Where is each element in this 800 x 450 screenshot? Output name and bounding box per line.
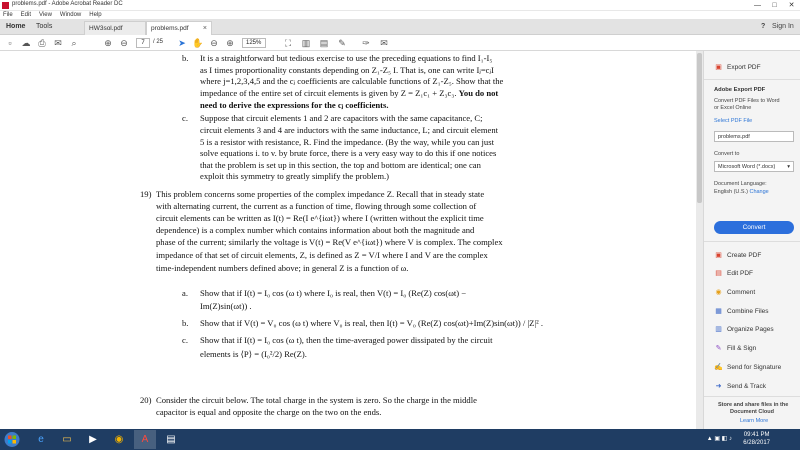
read-mode-icon[interactable]: ▤ xyxy=(319,38,329,48)
problem-19-label: 19) xyxy=(140,189,152,199)
store-text-line-2: Document Cloud xyxy=(730,409,774,415)
maximize-button[interactable]: □ xyxy=(772,2,777,9)
close-tab-icon[interactable]: × xyxy=(202,25,207,32)
problem-20-line-2: capacitor is equal and opposite the charge on the two on the ends. xyxy=(156,407,382,417)
problem-19-line-1: This problem concerns some properties of the complex impedance Z. Recall that in steady state xyxy=(156,189,485,199)
part-c-line-2: circuit elements 3 and 4 are inductors with the same inductance, L; and circuit element xyxy=(200,125,499,135)
convert-to-value: Microsoft Word (*.docx) xyxy=(718,164,776,170)
tool-edit-pdf-label: Edit PDF xyxy=(727,270,754,278)
taskbar-explorer-icon[interactable]: ▭ xyxy=(62,434,72,445)
tool-send-track-label: Send & Track xyxy=(727,383,767,391)
windows-taskbar xyxy=(0,429,800,450)
page-total: / 25 xyxy=(153,39,164,45)
edit-pdf-icon: ▤ xyxy=(715,270,722,277)
part-b-line-5: need to derive the expressions for the cⱼ coefficients. xyxy=(200,100,389,110)
highlight-icon[interactable]: ✎ xyxy=(338,38,346,48)
selected-file-field: problems.pdf xyxy=(714,131,794,142)
menu-view[interactable]: View xyxy=(39,12,52,18)
part-c-line-6: exploit this symmetry to greatly simplify the problem.) xyxy=(200,171,390,181)
help-icon[interactable]: ? xyxy=(761,23,766,30)
problem-19-line-6: impedance of that set of circuit elements, Z, is defined as Z = V/I where I and V are the complex xyxy=(156,250,488,260)
part-c-line-3: 5 is a resistor with resistance, R. Find the impedance. (By the way, while you can just xyxy=(200,137,494,147)
export-pdf-label: Export PDF xyxy=(727,64,761,72)
comment-tool-icon: ◉ xyxy=(715,289,722,296)
email-icon[interactable]: ✉ xyxy=(54,38,62,48)
tool-organize-pages[interactable] xyxy=(714,325,774,334)
minimize-button[interactable]: — xyxy=(754,2,761,9)
tab-problems[interactable] xyxy=(146,21,212,35)
clock-time: 09:41 PM xyxy=(743,432,770,438)
windows-logo-icon xyxy=(2,431,22,448)
document-language-row xyxy=(714,189,769,195)
store-text-line-1: Store and share files in the xyxy=(718,402,789,408)
document-scrollbar[interactable] xyxy=(696,51,703,429)
part-b-line-4 xyxy=(200,88,498,100)
scroll-mode-icon[interactable]: ▥ xyxy=(301,38,311,48)
learn-more-link[interactable]: Learn More xyxy=(740,418,769,424)
menu-help[interactable]: Help xyxy=(89,12,102,18)
convert-to-label: Convert to xyxy=(714,151,740,157)
part-c-label: c. xyxy=(182,113,188,123)
comment-icon[interactable]: ✑ xyxy=(362,38,370,48)
create-pdf-icon: ▣ xyxy=(715,252,722,259)
tool-fill-sign-label: Fill & Sign xyxy=(727,345,757,353)
chevron-down-icon: ▾ xyxy=(787,164,790,170)
pdf-page xyxy=(140,51,593,429)
tab-home[interactable]: Home xyxy=(6,23,26,30)
document-language-label: Document Language: xyxy=(714,181,767,187)
tool-fill-sign[interactable] xyxy=(714,344,756,353)
part-c-line-5: that the problem is set up in this section, the top and bottom are identical; one can xyxy=(200,160,481,170)
change-language-link[interactable]: Change xyxy=(749,189,769,195)
prev-page-icon[interactable]: ⊕ xyxy=(104,38,112,48)
export-desc-line-1: Convert PDF Files to Word xyxy=(714,98,780,104)
part-c-line-1: Suppose that circuit elements 1 and 2 are capacitors with the same capacitance, C; xyxy=(200,113,483,123)
problem-19-line-7: time-independent numbers defined above; in general Z is a function of ω. xyxy=(156,263,409,273)
taskbar-media-icon[interactable]: ▶ xyxy=(89,434,97,445)
taskbar-chrome-icon[interactable]: ◉ xyxy=(114,434,124,445)
tool-comment[interactable] xyxy=(714,288,755,297)
fit-page-icon[interactable]: ⛶ xyxy=(284,38,292,48)
export-pdf-header[interactable] xyxy=(714,63,761,72)
export-pdf-icon: ▣ xyxy=(715,64,722,71)
system-clock[interactable] xyxy=(743,431,770,447)
scrollbar-thumb[interactable] xyxy=(697,53,702,203)
part-19b-line-1: Show that if V(t) = V₀ cos (ω t) where V₀ is real, then I(t) = V₀ (Re(Z) cos(ωt)+Im(Z)sin(ωt)) / |Z|² . xyxy=(200,318,544,328)
tool-combine-files[interactable] xyxy=(714,307,769,316)
taskbar-acrobat-icon[interactable]: A xyxy=(134,430,156,449)
tool-send-track[interactable] xyxy=(714,382,766,391)
menu-edit[interactable]: Edit xyxy=(20,12,32,18)
part-19a-line-1: Show that if I(t) = I₀ cos (ω t) where I₀ is real, then V(t) = I₀ (Re(Z) cos(ωt) − xyxy=(200,288,467,298)
send-track-icon: ➜ xyxy=(715,383,722,390)
part-19a-label: a. xyxy=(182,288,188,298)
tab-tools[interactable]: Tools xyxy=(36,23,53,30)
part-19c-line-1: Show that if I(t) = I₀ cos (ω t), then the time-averaged power dissipated by the circuit xyxy=(200,335,493,345)
toolbar xyxy=(0,35,800,51)
taskbar-notepad-icon[interactable]: ▤ xyxy=(166,434,176,445)
combine-files-icon: ▦ xyxy=(715,308,722,315)
zoom-level-dropdown[interactable]: 125% xyxy=(242,38,266,48)
taskbar-ie-icon[interactable]: e xyxy=(38,434,44,445)
hand-tool-icon[interactable]: ✋ xyxy=(192,38,204,48)
start-button[interactable] xyxy=(2,431,22,448)
tab-bar xyxy=(0,19,800,35)
tool-organize-pages-label: Organize Pages xyxy=(727,326,774,334)
problem-19-line-5: phase of the current; similarly the voltage is V(t) = Re(V e^{iωt}) where V is complex. The complex xyxy=(156,237,503,247)
convert-to-dropdown[interactable] xyxy=(714,161,794,172)
zoom-out-icon[interactable]: ⊖ xyxy=(210,38,218,48)
tab-hw3sol[interactable] xyxy=(84,21,146,35)
problem-19-line-3: circuit elements can be written as I(t) = Re(I e^{iωt}) where I (written without the explicit time xyxy=(156,213,484,223)
part-b-bold-lead: You do not xyxy=(458,88,499,98)
tab-hw3sol-label: HW3sol.pdf xyxy=(89,25,123,32)
tool-send-signature[interactable] xyxy=(714,363,781,372)
problem-20-label: 20) xyxy=(140,395,152,405)
part-b-line-3: where j=1,2,3,4,5 and the cⱼ coefficients are calculable functions of Z₁-Z₅. Show that the xyxy=(200,76,504,86)
tool-create-pdf[interactable] xyxy=(714,251,761,260)
clock-date: 6/28/2017 xyxy=(743,440,770,446)
menu-file[interactable]: File xyxy=(3,12,13,18)
part-b-label: b. xyxy=(182,53,189,63)
upload-cloud-icon[interactable]: ☁ xyxy=(21,38,31,48)
part-19c-line-2: elements is ⟨P⟩ = (I₀²/2) Re(Z). xyxy=(200,349,307,359)
tool-edit-pdf[interactable] xyxy=(714,269,753,278)
window-title: problems.pdf - Adobe Acrobat Reader DC xyxy=(12,1,123,7)
tool-send-signature-label: Send for Signature xyxy=(727,364,782,372)
menu-window[interactable]: Window xyxy=(59,12,82,18)
menu-bar xyxy=(0,11,800,19)
select-cursor-icon[interactable]: ➤ xyxy=(178,38,186,48)
sign-in-link[interactable]: Sign In xyxy=(772,23,794,30)
part-b-line-1: It is a straightforward but tedious exercise to use the preceding equations to find I₁-I₅ xyxy=(200,53,493,63)
close-window-button[interactable]: ✕ xyxy=(788,2,795,9)
tool-comment-label: Comment xyxy=(727,289,756,297)
problem-19-line-2: with alternating current, the current as a function of time, flowing through some collection of xyxy=(156,201,477,211)
part-19c-label: c. xyxy=(182,335,188,345)
document-language-value: English (U.S.) xyxy=(714,189,748,195)
part-c-line-4: solve equations i. to v. by brute force, there is a very easy way to do this if one notices xyxy=(200,148,497,158)
zoom-in-icon[interactable]: ⊕ xyxy=(226,38,234,48)
organize-pages-icon: ▥ xyxy=(715,326,722,333)
convert-button[interactable]: Convert xyxy=(714,221,794,234)
part-b-line-4-text: impedance of the entire set of circuit elements is given by Z = Z₁c₁ + Z₃c₃. xyxy=(200,88,457,98)
print-icon[interactable]: ⎙ xyxy=(38,38,46,48)
tool-combine-files-label: Combine Files xyxy=(727,308,769,316)
acrobat-app-icon xyxy=(2,2,9,9)
fill-sign-icon: ✎ xyxy=(715,345,722,352)
part-19b-label: b. xyxy=(182,318,189,328)
share-icon[interactable]: ✉ xyxy=(380,38,388,48)
next-page-icon[interactable]: ⊖ xyxy=(120,38,128,48)
problem-20-line-1: Consider the circuit below. The total charge in the system is zero. So the charge in the middle xyxy=(156,395,477,405)
search-icon[interactable]: ⌕ xyxy=(71,38,77,48)
part-19a-line-2: Im(Z)sin(ωt)) . xyxy=(200,301,252,311)
tools-side-pane xyxy=(703,51,800,429)
document-viewer[interactable] xyxy=(0,51,703,429)
part-b-line-2: as I times proportionality constants depending on Z₁-Z₅ I. That is, one can write Iⱼ=cⱼI xyxy=(200,65,494,75)
select-pdf-file-link[interactable]: Select PDF File xyxy=(714,118,753,124)
system-tray-icons[interactable]: ▲ ▣ ◧ ♪ xyxy=(706,436,732,442)
export-desc-line-2: or Excel Online xyxy=(714,105,752,111)
problem-19-line-4: dependence) is a complex number which contains information about both the magnitude and xyxy=(156,225,475,235)
tab-problems-label: problems.pdf xyxy=(151,25,189,32)
save-icon[interactable]: ▫ xyxy=(8,38,12,48)
send-signature-icon: ✍ xyxy=(714,364,723,371)
tool-create-pdf-label: Create PDF xyxy=(727,252,762,260)
page-number-input[interactable]: 7 xyxy=(136,38,150,48)
export-heading: Adobe Export PDF xyxy=(714,87,766,93)
title-bar xyxy=(0,0,800,11)
